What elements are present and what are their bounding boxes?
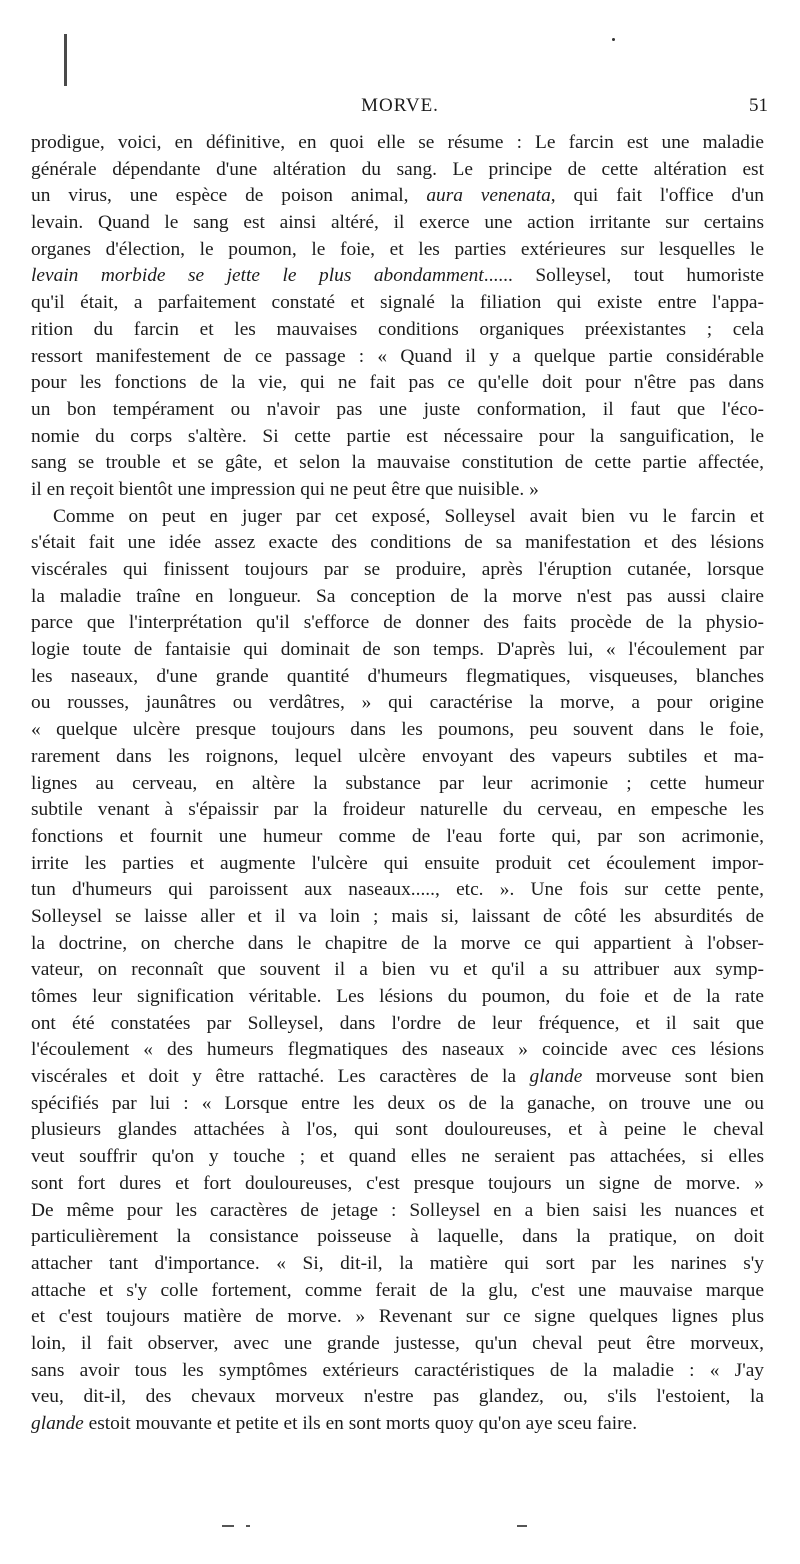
- text-line: Solleysel se laisse aller et il va loin ; mais si, laissant de côté les absurdités de: [31, 905, 764, 927]
- text-line: « quelque ulcère presque toujours dans les poumons, peu souvent dans le foie,: [31, 719, 764, 741]
- text-line: irrite les parties et augmente l'ulcère qui ensuite produit cet écoulement impor-: [31, 852, 764, 874]
- text-line: glande estoit mouvante et petite et ils en sont morts quoy qu'on aye sceu faire.: [31, 1413, 638, 1434]
- text-line: levain morbide se jette le plus abondamment...... Solleysel, tout humoriste: [31, 265, 764, 287]
- running-head: [0, 95, 800, 121]
- text-line: prodigue, voici, en définitive, en quoi elle se résume : Le farcin est une maladie: [31, 132, 764, 153]
- text-line: fonctions et fournit une humeur comme de l'eau forte qui, par son acrimonie,: [31, 825, 764, 847]
- text-line: particulièrement la consistance poisseuse à laquelle, dans la pratique, on doit: [31, 1226, 764, 1248]
- text-line: logie toute de fantaisie qui dominait de son temps. D'après lui, « l'écoulement par: [31, 639, 764, 661]
- text-line: générale dépendante d'une altération du sang. Le principe de cette altération est: [31, 158, 764, 180]
- text-line: subtile venant à s'épaissir par la froideur naturelle du cerveau, en empesche les: [31, 799, 764, 821]
- text-line: la doctrine, on cherche dans le chapitre de la morve ce qui appartient à l'obser-: [31, 932, 764, 954]
- text-line: attache et s'y colle fortement, comme ferait de la glu, c'est une mauvaise marque: [31, 1279, 764, 1301]
- text-line: sang se trouble et se gâte, et selon la mauvaise constitution de cette partie affectée,: [31, 452, 764, 474]
- text-line: viscérales qui finissent toujours par se produire, après l'éruption cutanée, lorsque: [31, 559, 764, 580]
- text-line: organes d'élection, le poumon, le foie, et les parties extérieures sur lesquelles le: [31, 238, 764, 260]
- text-line: lignes au cerveau, en altère la substance par leur acrimonie ; cette humeur: [31, 772, 764, 794]
- running-title: MORVE.: [361, 95, 439, 116]
- text-line: Comme on peut en juger par cet exposé, Solleysel avait bien vu le farcin et: [53, 505, 764, 527]
- text-line: tun d'humeurs qui paroissent aux naseaux....., etc. ». Une fois sur cette pente,: [31, 879, 764, 901]
- text-line: ont été constatées par Solleysel, dans l'ordre de leur fréquence, et il sait que: [31, 1012, 764, 1034]
- text-line: sans avoir tous les symptômes extérieurs caractéristiques de la maladie : « J'ay: [31, 1359, 764, 1381]
- text-line: veu, dit-il, des chevaux morveux n'estre pas glandez, ou, s'ils l'estoient, la: [31, 1386, 764, 1408]
- text-line: vateur, on reconnaît que souvent il a bien vu et qu'il a su attribuer aux symp-: [31, 959, 764, 981]
- text-line: levain. Quand le sang est ainsi altéré, il exerce une action irritante sur certains: [31, 212, 764, 234]
- text-line: l'écoulement « des humeurs flegmatiques des naseaux » coincide avec ces lésions: [31, 1039, 764, 1061]
- text-line: la maladie traîne en longueur. Sa conception de la morve n'est pas aussi claire: [31, 585, 764, 607]
- text-line: s'était fait une idée assez exacte des conditions de sa manifestation et des lésions: [31, 532, 764, 554]
- text-line: plusieurs glandes attachées à l'os, qui sont douloureuses, et à peine le cheval: [31, 1119, 764, 1141]
- text-line: nomie du corps s'altère. Si cette partie est nécessaire pour la sanguification, le: [31, 425, 764, 447]
- text-line: veut souffrir qu'on y touche ; et quand elles ne seraient pas attachées, si elles: [31, 1146, 764, 1168]
- text-line: qu'il était, a parfaitement constaté et signalé la filiation qui existe entre l'appa-: [31, 292, 764, 314]
- text-line: et c'est toujours matière de morve. » Revenant sur ce signe quelques lignes plus: [31, 1306, 764, 1328]
- text-line: sont fort dures et fort douloureuses, c'est presque toujours un signe de morve. »: [31, 1172, 764, 1194]
- ink-speck: [612, 38, 615, 41]
- text-line: rarement dans les roignons, lequel ulcère envoyant des vapeurs subtiles et ma-: [31, 745, 764, 767]
- text-line: viscérales et doit y être rattaché. Les caractères de la glande morveuse sont bien: [31, 1066, 764, 1088]
- text-line: rition du farcin et les mauvaises conditions organiques préexistantes ; cela: [31, 318, 764, 340]
- text-line: les naseaux, d'une grande quantité d'humeurs flegmatiques, visqueuses, blanches: [31, 665, 764, 687]
- footer-marks: [0, 1525, 800, 1531]
- text-line: tômes leur signification véritable. Les lésions du poumon, du foie et de la rate: [31, 986, 764, 1007]
- text-line: spécifiés par lui : « Lorsque entre les deux os de la ganache, on trouve une ou: [31, 1092, 764, 1114]
- text-line: un bon tempérament ou n'avoir pas une juste conformation, il faut que l'éco-: [31, 398, 764, 420]
- text-line: De même pour les caractères de jetage : Solleysel en a bien saisi les nuances et: [31, 1199, 764, 1221]
- text-line: loin, il fait observer, avec une grande justesse, qu'un cheval peut être morveux,: [31, 1332, 764, 1354]
- margin-ink-mark: [64, 34, 67, 86]
- text-line: parce que l'interprétation qu'il s'efforce de donner des faits procède de la physio-: [31, 612, 764, 634]
- text-line: ressort manifestement de ce passage : « Quand il y a quelque partie considérable: [31, 345, 764, 367]
- text-line: un virus, une espèce de poison animal, aura venenata, qui fait l'office d'un: [31, 185, 764, 207]
- body-text: [31, 130, 764, 1438]
- text-line: ou rousses, jaunâtres ou verdâtres, » qui caractérise la morve, a pour origine: [31, 692, 764, 714]
- text-line: il en reçoit bientôt une impression qui ne peut être que nuisible. »: [31, 478, 539, 500]
- text-line: attacher tant d'importance. « Si, dit-il, la matière qui sort par les narines s'y: [31, 1252, 764, 1274]
- page-number: 51: [749, 95, 768, 116]
- text-line: pour les fonctions de la vie, qui ne fait pas ce qu'elle doit pour n'être pas dans: [31, 372, 764, 394]
